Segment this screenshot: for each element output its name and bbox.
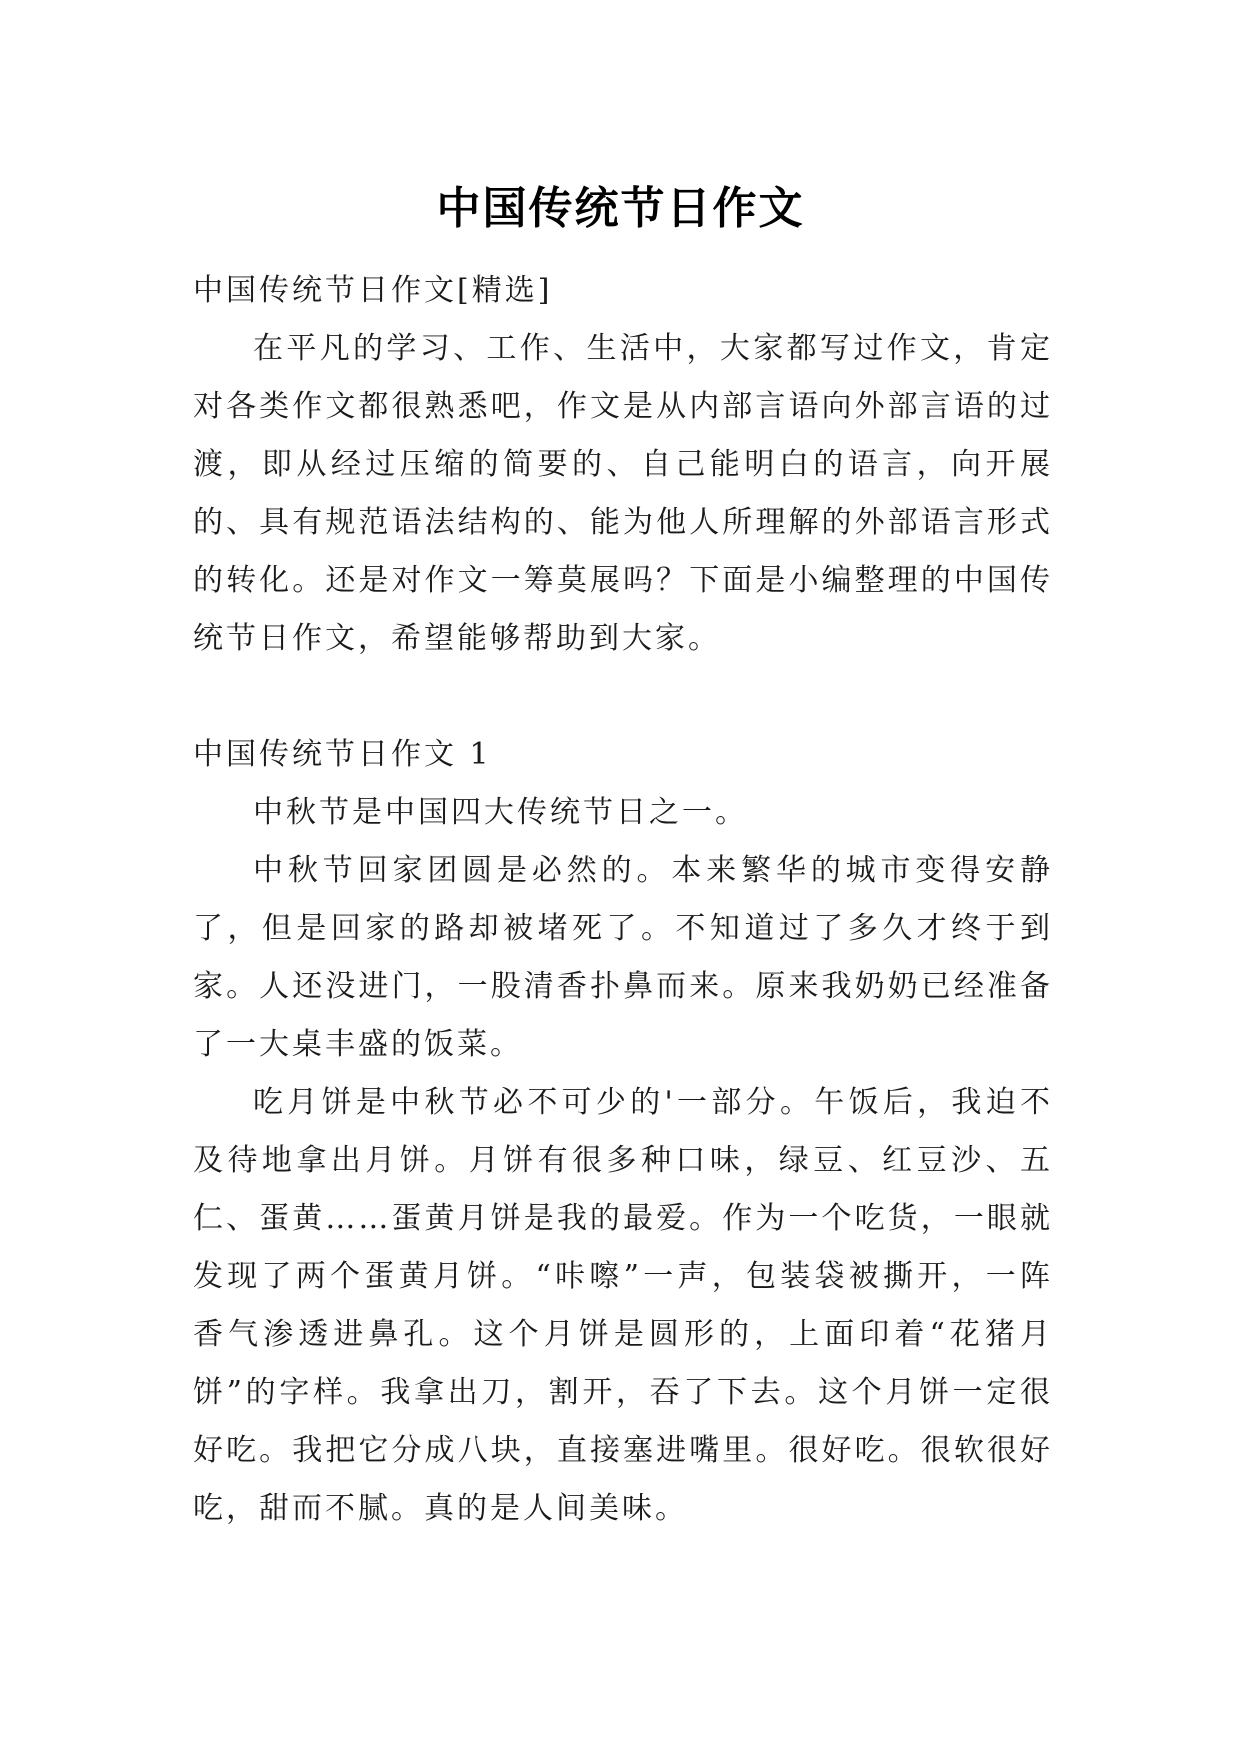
intro-heading: 中国传统节日作文[精选] [193,273,553,308]
intro-paragraph: 在平凡的学习、工作、生活中，大家都写过作文，肯定对各类作文都很熟悉吧，作文是从内部言语向外部言语的过渡，即从经过压缩的简要的、自己能明白的语言，向开展的、具有规范语法结构的、能为他人所理解的外部语言形式的转化。还是对作文一筹莫展吗？下面是小编整理的中国传统节日作文，希望能够帮助到大家。 [193,331,1053,656]
section1-paragraph-3: 吃月饼是中秋节必不可少的'一部分。午饭后，我迫不及待地拿出月饼。月饼有很多种口味，绿豆、红豆沙、五仁、蛋黄……蛋黄月饼是我的最爱。作为一个吃货，一眼就发现了两个蛋黄月饼。“咔嚓”一声，包装袋被撕开，一阵香气渗透进鼻孔。这个月饼是圆形的，上面印着“花猪月饼”的字样。我拿出刀，割开，吞了下去。这个月饼一定很好吃。我把它分成八块，直接塞进嘴里。很好吃。很软很好吃，甜而不腻。真的是人间美味。 [193,1085,1053,1526]
section1-heading: 中国传统节日作文 1 [193,737,492,772]
section1-paragraph-1: 中秋节是中国四大传统节日之一。 [253,795,748,830]
document-body [193,262,1053,1538]
document-title: 中国传统节日作文 [436,183,805,235]
section1-paragraph-2: 中秋节回家团圆是必然的。本来繁华的城市变得安静了，但是回家的路却被堵死了。不知道过了多久才终于到家。人还没进门，一股清香扑鼻而来。原来我奶奶已经准备了一大桌丰盛的饭菜。 [193,853,1053,1062]
section-spacer [193,668,1053,726]
